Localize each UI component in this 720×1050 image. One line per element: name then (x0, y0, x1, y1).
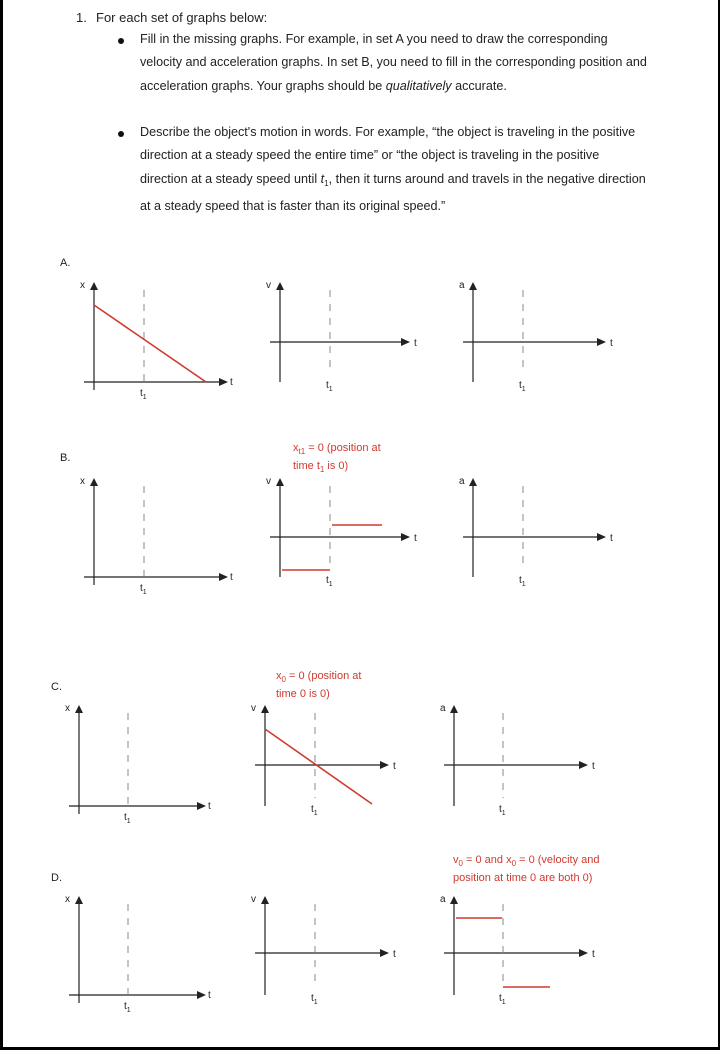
set-b-position-t1-label: $t_1$ (140, 583, 147, 596)
set-c-velocity-vertical-arrow (261, 705, 269, 713)
question-number: 1. (76, 10, 87, 25)
set-b-label: B. (60, 452, 71, 464)
note-sub: 1 (319, 465, 325, 474)
set-a-position-axis-label: x (80, 280, 85, 291)
set-d-velocity-vertical-arrow (261, 896, 269, 904)
instruction-fill-emphasis: qualitatively (385, 78, 452, 93)
set-a-velocity-time-label: t (414, 338, 417, 349)
set-d-position-vertical-arrow (75, 896, 83, 904)
set-c-velocity-axis-label: v (251, 703, 256, 714)
set-c-acceleration-time-arrow (579, 761, 588, 769)
set-d-acceleration-axis-label: a (440, 894, 446, 905)
instruction-describe-text: Describe the object's motion in words. For example, “the object is traveling in the positive direction at a steady speed the entire time” or “the object is traveling in the positive direction at a steady speed until (140, 125, 636, 186)
set-b-position-time-label: t (230, 572, 233, 583)
note-var: v (453, 854, 459, 866)
instruction-t1-subscript: 1 (324, 178, 329, 188)
question-intro: For each set of graphs below: (96, 10, 268, 25)
set-c-position-axis-label: x (65, 703, 70, 714)
set-c-label: C. (51, 681, 62, 693)
set-a-position-vertical-arrow (90, 282, 98, 290)
set-d-velocity-axis-label: v (251, 894, 256, 905)
set-b-acceleration-t1-label: $t_1$ (519, 575, 526, 588)
set-c-position-t1-label: $t_1$ (124, 812, 131, 825)
set-d-velocity-t1-label: $t_1$ (311, 993, 318, 1006)
note-text: = 0 (position at (305, 442, 381, 454)
set-b-velocity-time-label: t (414, 533, 417, 544)
note-sub: 0 (458, 859, 463, 868)
set-c-position-time-label: t (208, 801, 211, 812)
note-sub: t1 (298, 447, 306, 456)
set-a-acceleration-time-arrow (597, 338, 606, 346)
set-d-note-line2: position at time 0 are both 0) (453, 872, 593, 884)
set-d-velocity-time-label: t (393, 949, 396, 960)
instruction-fill-tail: accurate. (451, 78, 507, 93)
set-d-acceleration-time-arrow (579, 949, 588, 957)
set-d-label: D. (51, 872, 62, 884)
set-a-acceleration-vertical-arrow (469, 282, 477, 290)
set-a-position-t1-label: $t_1$ (140, 388, 147, 401)
set-c-acceleration-t1-label: $t_1$ (499, 804, 506, 817)
set-d-position-time-arrow (197, 991, 206, 999)
set-a-velocity-time-arrow (401, 338, 410, 346)
set-c-note-line2: time 0 is 0) (276, 688, 330, 700)
note-var: x (276, 670, 282, 682)
set-d-velocity-time-arrow (380, 949, 389, 957)
set-a-position-time-label: t (230, 377, 233, 388)
note-text: = 0 (position at (285, 670, 362, 682)
set-b-acceleration-time-label: t (610, 533, 613, 544)
set-c-position-time-arrow (197, 802, 206, 810)
set-a-acceleration-axis-label: a (459, 280, 465, 291)
note-sub: 0 (281, 675, 286, 684)
set-c-position-vertical-arrow (75, 705, 83, 713)
set-c-velocity-t1-label: $t_1$ (311, 804, 318, 817)
set-d-acceleration-t1-label: $t_1$ (499, 993, 506, 1006)
note-var: x (293, 442, 299, 454)
set-d-position-t1-label: $t_1$ (124, 1001, 131, 1014)
set-b-position-vertical-arrow (90, 478, 98, 486)
set-a-velocity-axis-label: v (266, 280, 271, 291)
set-a-acceleration-time-label: t (610, 338, 613, 349)
set-a-position-time-arrow (219, 378, 228, 386)
note-text: = 0 (velocity and (516, 854, 600, 866)
set-b-velocity-vertical-arrow (276, 478, 284, 486)
set-d-position-time-label: t (208, 990, 211, 1001)
set-c-velocity-time-label: t (393, 761, 396, 772)
instruction-t1-symbol: t (320, 171, 325, 186)
set-d-position-axis-label: x (65, 894, 70, 905)
set-c-acceleration-time-label: t (592, 761, 595, 772)
set-b-position-axis-label: x (80, 476, 85, 487)
set-d-acceleration-time-label: t (592, 949, 595, 960)
instruction-describe-tail: , then it turns around and travels in the negative direction at a steady speed that is faster than its original speed.” (140, 171, 646, 214)
set-d-acceleration-vertical-arrow (450, 896, 458, 904)
set-c-acceleration-vertical-arrow (450, 705, 458, 713)
set-a-velocity-t1-label: $t_1$ (326, 380, 333, 393)
set-c-acceleration-axis-label: a (440, 703, 446, 714)
set-a-position-curve (94, 305, 206, 382)
set-b-position-time-arrow (219, 573, 228, 581)
note-text: time t (293, 460, 320, 472)
set-b-acceleration-vertical-arrow (469, 478, 477, 486)
set-c-velocity-time-arrow (380, 761, 389, 769)
note-sub: 0 (511, 859, 517, 868)
set-b-acceleration-time-arrow (597, 533, 606, 541)
note-text: = 0 and x (462, 854, 512, 866)
set-b-velocity-axis-label: v (266, 476, 271, 487)
set-a-acceleration-t1-label: $t_1$ (519, 380, 526, 393)
set-b-velocity-t1-label: $t_1$ (326, 575, 333, 588)
note-text: is 0) (324, 460, 349, 472)
set-a-velocity-vertical-arrow (276, 282, 284, 290)
set-b-velocity-time-arrow (401, 533, 410, 541)
set-a-label: A. (60, 257, 71, 269)
set-c-velocity-curve (265, 729, 372, 804)
set-b-acceleration-axis-label: a (459, 476, 465, 487)
instruction-fill-text: Fill in the missing graphs. For example, in set A you need to draw the corresponding velocity and acceleration graphs. In set B, you need to fill in the corresponding position and acceleration graphs. Your graphs should be (140, 32, 647, 93)
